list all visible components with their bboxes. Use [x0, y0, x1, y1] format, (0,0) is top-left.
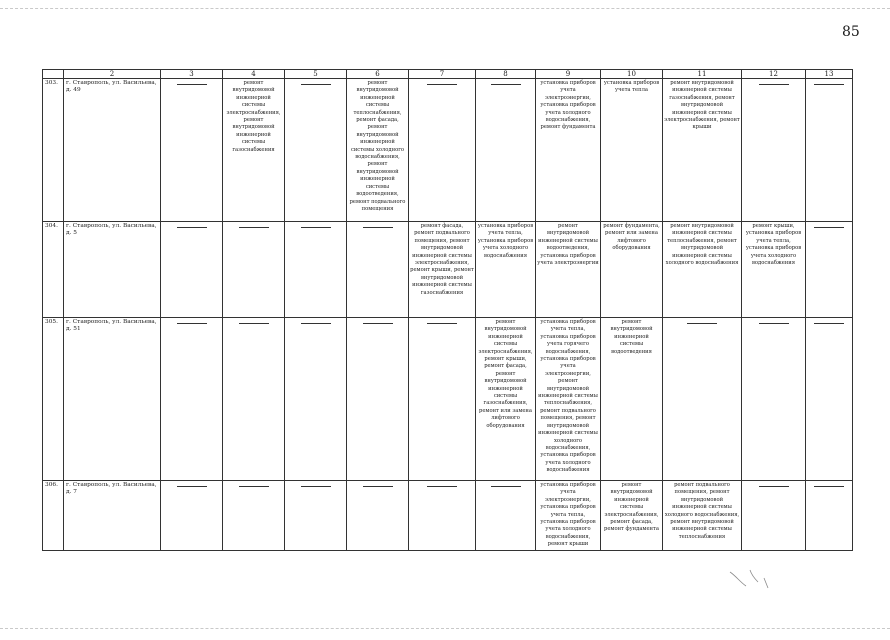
dash-mark — [177, 84, 207, 85]
empty-cell — [161, 222, 223, 318]
table-row — [43, 481, 853, 551]
address-cell: г. Ставрополь, ул. Васильева, д. 51 — [64, 318, 161, 481]
scan-artifact-top — [0, 8, 890, 9]
empty-cell — [806, 222, 853, 318]
address-cell: г. Ставрополь, ул. Васильева, д. 5 — [64, 222, 161, 318]
dash-mark — [239, 486, 269, 487]
row-number: 303. — [43, 79, 64, 222]
empty-cell — [806, 318, 853, 481]
empty-cell — [347, 481, 409, 551]
dash-mark — [759, 323, 789, 324]
empty-cell — [285, 222, 347, 318]
work-cell: ремонт внутридомовой инженерной системы газоснабжения, ремонт внутридомовой инженерной системы электроснабжения, ремонт крыши — [663, 79, 742, 222]
work-cell: ремонт внутридомовой инженерной системы теплоснабжения, ремонт фасада, ремонт внутридомовой инженерной системы холодного водоснабжения, ремонт внутридомовой инженерной системы водоотведения, ремонт подвального помещения — [347, 79, 409, 222]
empty-cell — [285, 481, 347, 551]
empty-cell — [285, 79, 347, 222]
empty-cell — [223, 481, 285, 551]
empty-cell — [663, 318, 742, 481]
dash-mark — [177, 486, 207, 487]
work-cell: ремонт внутридомовой инженерной системы электроснабжения, ремонт крыши, ремонт фасада, ремонт внутридомовой инженерной системы газоснабжения, ремонт или замена лифтового оборудования — [476, 318, 536, 481]
dash-mark — [687, 323, 717, 324]
repair-schedule-table — [42, 69, 853, 551]
empty-cell — [409, 79, 476, 222]
empty-cell — [476, 481, 536, 551]
work-cell: установка приборов учета тепла, установка приборов учета холодного водоснабжения — [476, 222, 536, 318]
dash-mark — [177, 227, 207, 228]
empty-cell — [742, 79, 806, 222]
empty-cell — [161, 79, 223, 222]
header-cell: 2 — [64, 70, 161, 79]
empty-cell — [409, 481, 476, 551]
dash-mark — [363, 486, 393, 487]
dash-mark — [363, 323, 393, 324]
empty-cell — [742, 318, 806, 481]
empty-cell — [223, 318, 285, 481]
dash-mark — [491, 486, 521, 487]
empty-cell — [347, 222, 409, 318]
page-number: 85 — [842, 24, 860, 40]
header-cell: 9 — [536, 70, 601, 79]
work-cell: ремонт крыши, установка приборов учета тепла, установка приборов учета холодного водоснабжения — [742, 222, 806, 318]
work-cell: ремонт подвального помещения, ремонт внутридомовой инженерной системы холодного водоснабжения, ремонт внутридомовой инженерной системы теплоснабжения — [663, 481, 742, 551]
table-row — [43, 79, 853, 222]
dash-mark — [177, 323, 207, 324]
dash-mark — [759, 84, 789, 85]
work-cell: ремонт внутридомовой инженерной системы электроснабжения, ремонт фасада, ремонт фундамента — [601, 481, 663, 551]
work-cell: ремонт фундамента, ремонт или замена лифтового оборудования — [601, 222, 663, 318]
handwritten-mark-icon — [728, 568, 778, 590]
empty-cell — [476, 79, 536, 222]
dash-mark — [239, 323, 269, 324]
dash-mark — [427, 486, 457, 487]
header-cell: 7 — [409, 70, 476, 79]
empty-cell — [806, 79, 853, 222]
work-cell: установка приборов учета тепла — [601, 79, 663, 222]
address-cell: г. Ставрополь, ул. Васильева, д. 49 — [64, 79, 161, 222]
dash-mark — [427, 323, 457, 324]
dash-mark — [301, 323, 331, 324]
dash-mark — [814, 323, 844, 324]
dash-mark — [363, 227, 393, 228]
work-cell: установка приборов учета электроэнергии, установка приборов учета холодного водоснабжения, ремонт фундамента — [536, 79, 601, 222]
row-number: 306. — [43, 481, 64, 551]
empty-cell — [161, 481, 223, 551]
header-cell: 5 — [285, 70, 347, 79]
empty-cell — [806, 481, 853, 551]
work-cell: установка приборов учета тепла, установка приборов учета горячего водоснабжения, установка приборов учета электроэнергии, ремонт внутридомовой инженерной системы теплоснабжения, ремонт подвального помещения, ремонт внутридомовой инженерной системы холодного водоснабжения, установка приборов учета холодного водоснабжения — [536, 318, 601, 481]
work-cell: ремонт внутридомовой инженерной системы теплоснабжения, ремонт внутридомовой инженерной системы холодного водоснабжения — [663, 222, 742, 318]
dash-mark — [814, 84, 844, 85]
table-row — [43, 222, 853, 318]
header-cell: 8 — [476, 70, 536, 79]
dash-mark — [301, 486, 331, 487]
header-cell: 12 — [742, 70, 806, 79]
empty-cell — [285, 318, 347, 481]
work-cell: установка приборов учета электроэнергии, установка приборов учета тепла, установка приборов учета холодного водоснабжения, ремонт крыши — [536, 481, 601, 551]
row-number: 304. — [43, 222, 64, 318]
dash-mark — [759, 486, 789, 487]
dash-mark — [301, 227, 331, 228]
dash-mark — [239, 227, 269, 228]
work-cell: ремонт внутридомовой инженерной системы водоотведения — [601, 318, 663, 481]
header-cell: 3 — [161, 70, 223, 79]
empty-cell — [409, 318, 476, 481]
header-cell: 4 — [223, 70, 285, 79]
header-row — [43, 70, 853, 79]
header-cell: 6 — [347, 70, 409, 79]
dash-mark — [814, 486, 844, 487]
header-cell: 11 — [663, 70, 742, 79]
header-cell: 10 — [601, 70, 663, 79]
work-cell: ремонт внутридомовой инженерной системы электроснабжения, ремонт внутридомовой инженерной системы газоснабжения — [223, 79, 285, 222]
dash-mark — [814, 227, 844, 228]
work-cell: ремонт внутридомовой инженерной системы водоотведения, установка приборов учета электроэнергии — [536, 222, 601, 318]
empty-cell — [347, 318, 409, 481]
empty-cell — [742, 481, 806, 551]
dash-mark — [427, 84, 457, 85]
scan-artifact-bottom — [0, 628, 890, 629]
header-cell: 13 — [806, 70, 853, 79]
table-row — [43, 318, 853, 481]
empty-cell — [161, 318, 223, 481]
address-cell: г. Ставрополь, ул. Васильева, д. 7 — [64, 481, 161, 551]
dash-mark — [491, 84, 521, 85]
header-cell — [43, 70, 64, 79]
work-cell: ремонт фасада, ремонт подвального помещения, ремонт внутридомовой инженерной системы электроснабжения, ремонт крыши, ремонт внутридомовой инженерной системы газоснабжения — [409, 222, 476, 318]
row-number: 305. — [43, 318, 64, 481]
empty-cell — [223, 222, 285, 318]
dash-mark — [301, 84, 331, 85]
